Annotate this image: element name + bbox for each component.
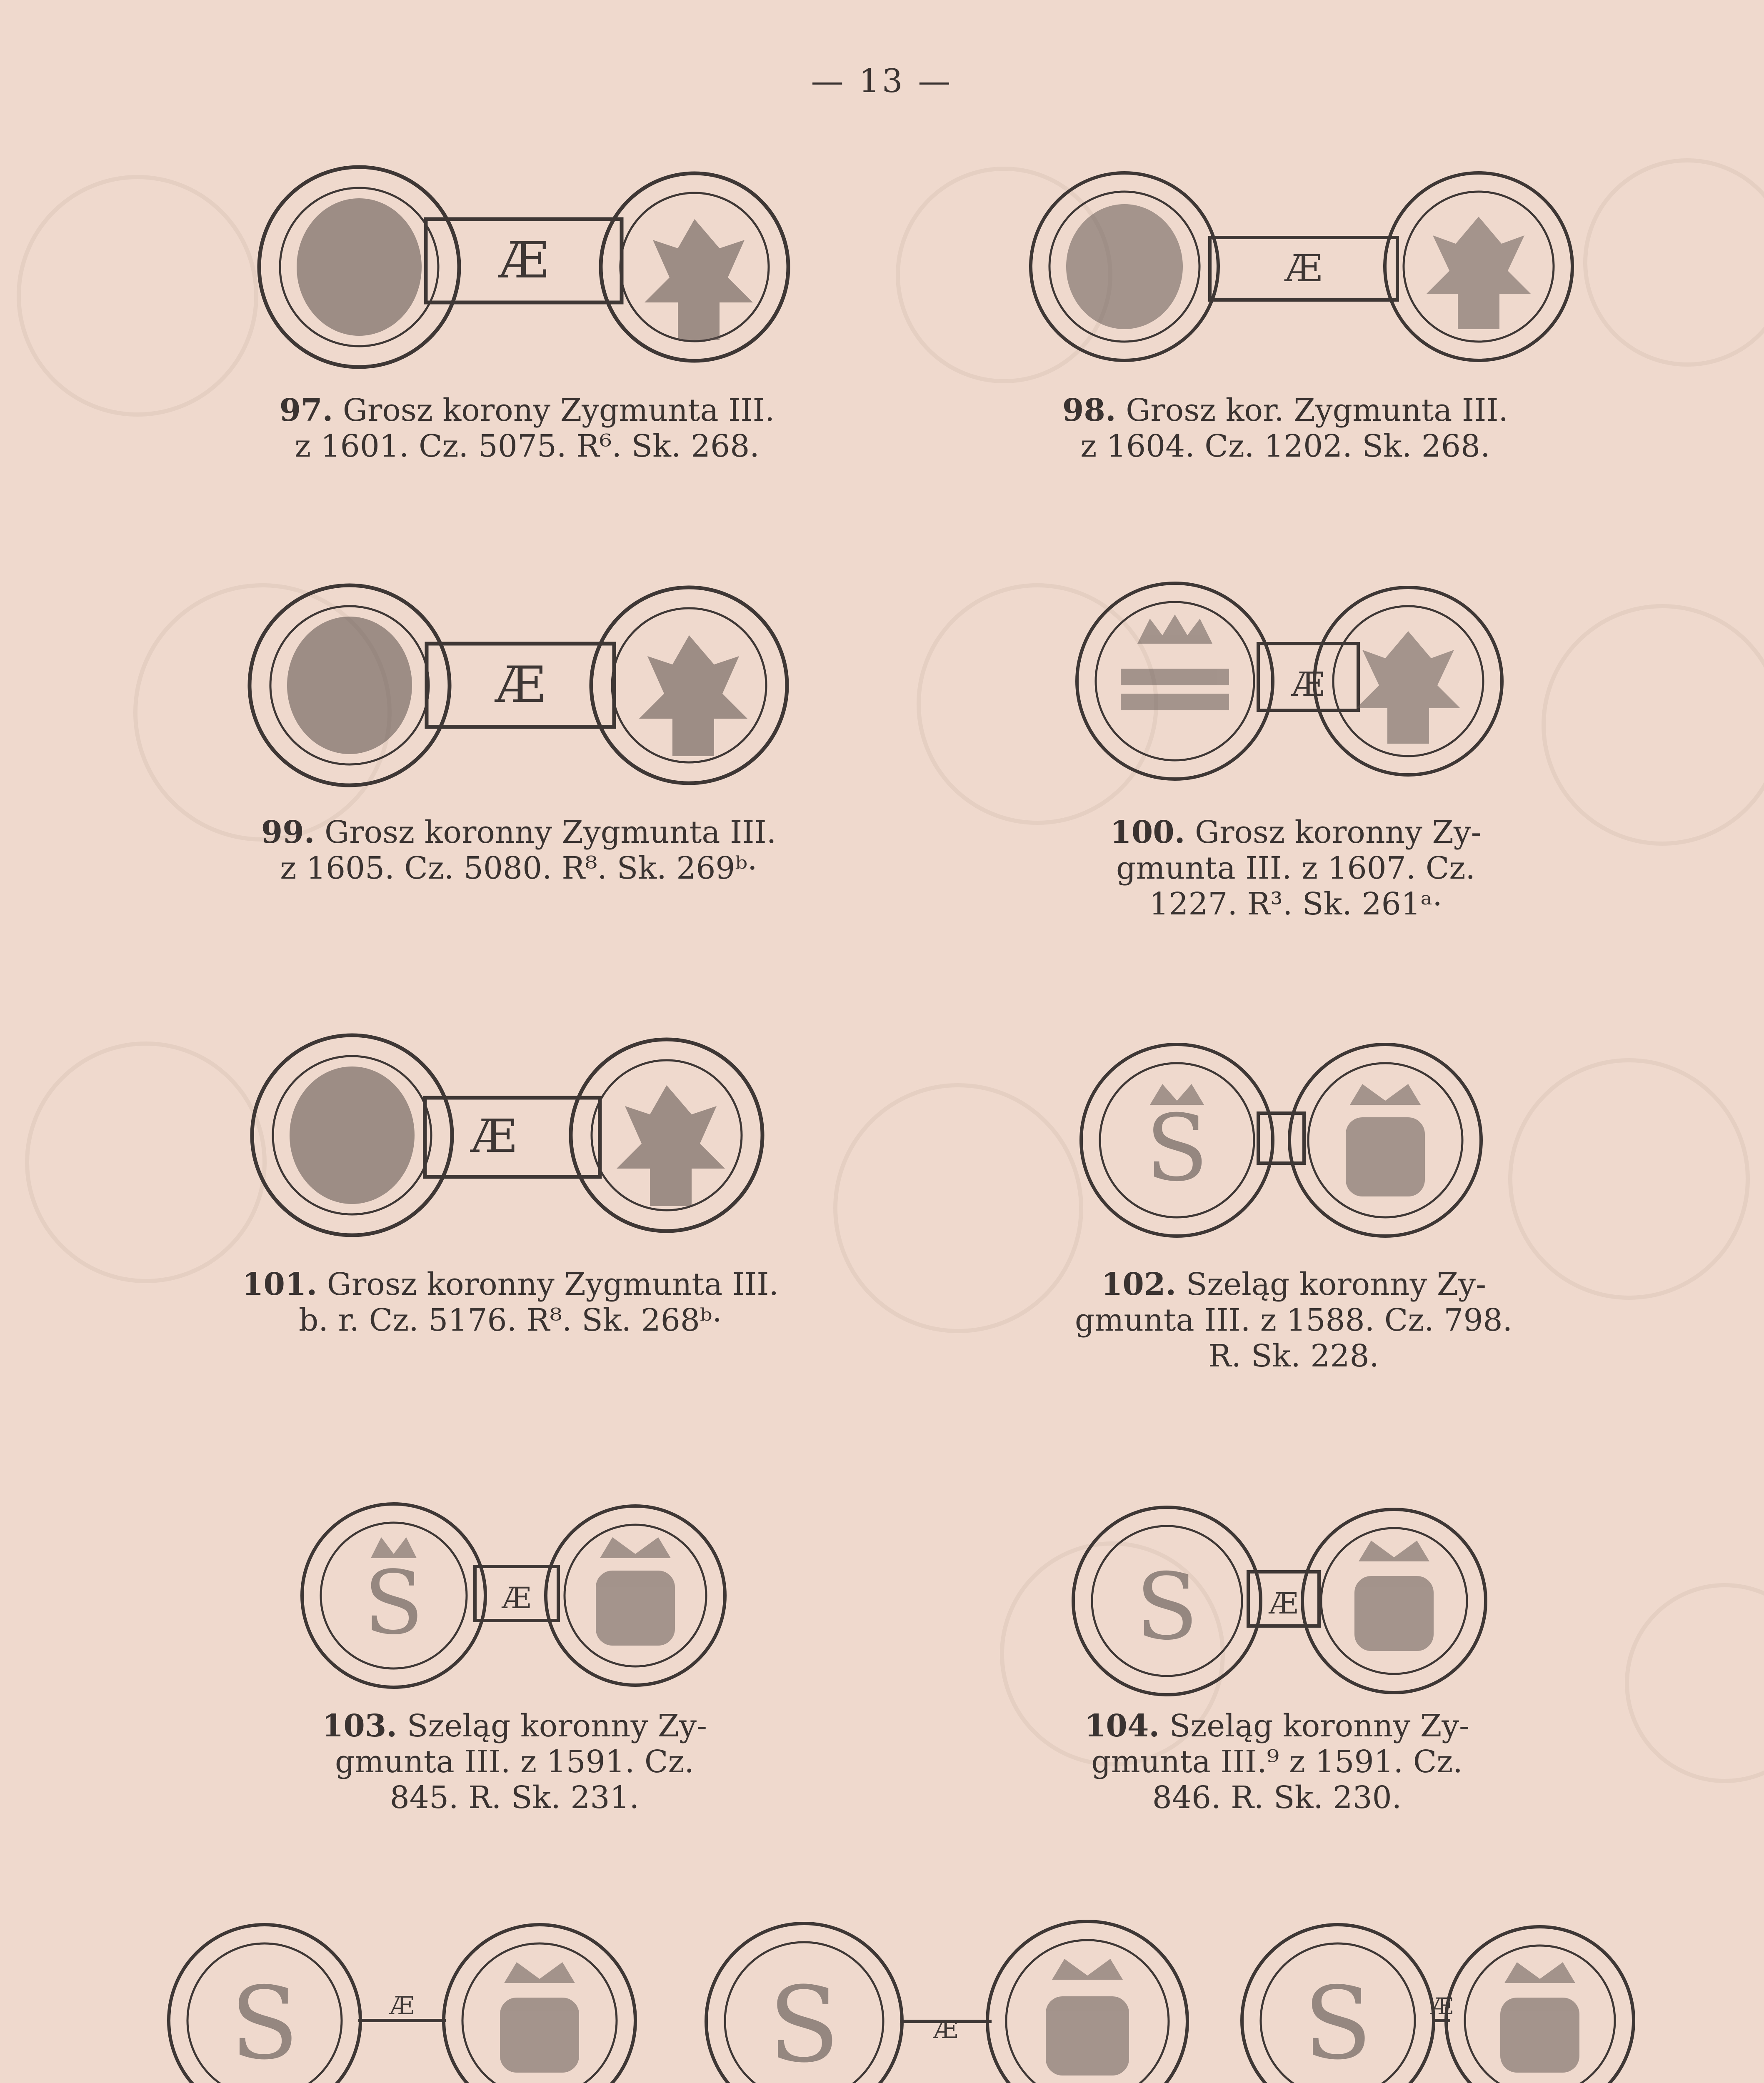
- svg-text:S: S: [364, 1552, 424, 1654]
- svg-text:S: S: [1303, 1965, 1372, 2082]
- svg-text:S: S: [1135, 1554, 1199, 1660]
- svg-text:S: S: [768, 1964, 840, 2083]
- coin-illustration-101: [250, 1027, 762, 1239]
- ghost-coin: [833, 1083, 1083, 1333]
- caption-100: 100. Grosz koronny Zy- gmunta III. z 1607. Cz. 1227. R³. Sk. 261ᵃ·: [1110, 814, 1482, 922]
- coin-illustration-105: [167, 1921, 637, 2083]
- svg-text:Æ: Æ: [470, 1109, 517, 1163]
- caption-102: 102. Szeląg koronny Zy- gmunta III. z 1588. Cz. 798. R. Sk. 228.: [1074, 1266, 1513, 1374]
- svg-text:Æ: Æ: [495, 656, 546, 714]
- svg-text:Æ: Æ: [502, 1581, 532, 1615]
- caption-98: 98. Grosz kor. Zygmunta III. z 1604. Cz. 1202. Sk. 268.: [1062, 392, 1509, 464]
- ghost-coin: [1542, 604, 1764, 846]
- coin-illustration-106: [704, 1917, 1192, 2083]
- svg-text:Æ: Æ: [1291, 665, 1325, 704]
- svg-text:Æ: Æ: [1430, 1993, 1454, 2020]
- caption-101: 101. Grosz koronny Zygmunta III. b. r. Cz. 5176. R⁸. Sk. 268ᵇ·: [242, 1266, 779, 1338]
- ghost-coin: [17, 175, 258, 417]
- svg-text:S: S: [230, 1965, 299, 2082]
- svg-text:Æ: Æ: [498, 232, 549, 290]
- ghost-coin: [1583, 158, 1764, 367]
- coin-illustration-102: [1079, 1042, 1483, 1238]
- ghost-coin: [1508, 1058, 1750, 1300]
- coin-illustration-98: [1031, 167, 1572, 367]
- svg-text:Æ: Æ: [1284, 247, 1323, 290]
- svg-text:Æ: Æ: [389, 1991, 415, 2021]
- caption-99: 99. Grosz koronny Zygmunta III. z 1605. Cz. 5080. R⁸. Sk. 269ᵇ·: [261, 814, 777, 886]
- coin-illustration-99: [247, 577, 789, 789]
- ghost-coin: [1625, 1583, 1764, 1783]
- ghost-coin: [25, 1042, 267, 1283]
- caption-104: 104. Szeląg koronny Zy- gmunta III.⁹ z 1591. Cz. 846. R. Sk. 230.: [1084, 1708, 1470, 1816]
- coin-illustration-103: [300, 1500, 729, 1691]
- caption-103: 103. Szeląg koronny Zy- gmunta III. z 1591. Cz. 845. R. Sk. 231.: [322, 1708, 707, 1816]
- coin-illustration-100: [1075, 581, 1504, 781]
- coin-illustration-97: [247, 157, 801, 373]
- coin-illustration-104: [1073, 1503, 1486, 1699]
- coin-illustration-107: [1240, 1921, 1636, 2083]
- svg-text:Æ: Æ: [933, 2015, 959, 2044]
- svg-text:Æ: Æ: [1269, 1586, 1299, 1621]
- svg-text:S: S: [1145, 1095, 1209, 1201]
- caption-97: 97. Grosz korony Zygmunta III. z 1601. Cz. 5075. R⁶. Sk. 268.: [279, 392, 775, 464]
- page-number: — 13 —: [811, 62, 953, 100]
